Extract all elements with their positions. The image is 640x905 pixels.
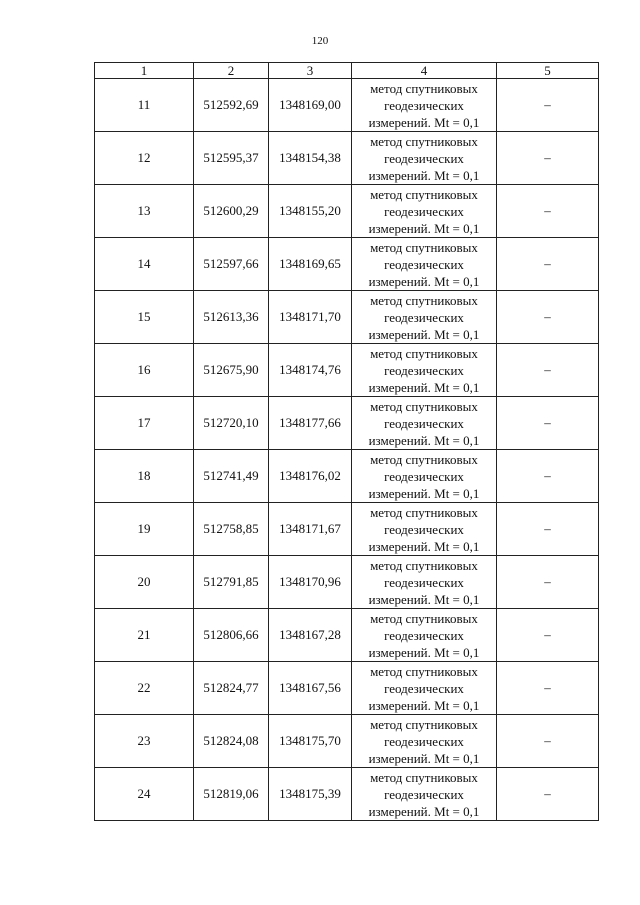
- method-line-2: геодезических: [384, 150, 464, 166]
- method-line-1: метод спутниковых: [370, 610, 478, 626]
- coordinate-x: 512824,08: [194, 715, 269, 768]
- method-description: [352, 715, 497, 768]
- method-line-1: метод спутниковых: [370, 451, 478, 467]
- coordinate-x: 512806,66: [194, 609, 269, 662]
- coordinate-x: 512758,85: [194, 503, 269, 556]
- table-row: [95, 768, 599, 821]
- coordinate-x: 512600,29: [194, 185, 269, 238]
- point-number: 16: [95, 344, 194, 397]
- column-5-value: –: [497, 503, 599, 556]
- coordinate-x: 512613,36: [194, 291, 269, 344]
- method-line-1: метод спутниковых: [370, 716, 478, 732]
- method-description: [352, 397, 497, 450]
- method-description: [352, 768, 497, 821]
- column-header-3: 3: [269, 63, 352, 79]
- column-5-value: –: [497, 662, 599, 715]
- table-row: [95, 556, 599, 609]
- method-line-3: измерений. Mt = 0,1: [368, 432, 480, 448]
- method-line-2: геодезических: [384, 786, 464, 802]
- column-5-value: –: [497, 79, 599, 132]
- method-line-3: измерений. Mt = 0,1: [368, 697, 480, 713]
- method-line-3: измерений. Mt = 0,1: [368, 485, 480, 501]
- column-header-1: 1: [95, 63, 194, 79]
- method-line-2: геодезических: [384, 627, 464, 643]
- method-line-3: измерений. Mt = 0,1: [368, 273, 480, 289]
- method-line-1: метод спутниковых: [370, 504, 478, 520]
- table-row: [95, 291, 599, 344]
- method-description: [352, 556, 497, 609]
- table-row: [95, 238, 599, 291]
- method-line-2: геодезических: [384, 362, 464, 378]
- method-line-3: измерений. Mt = 0,1: [368, 220, 480, 236]
- method-line-1: метод спутниковых: [370, 769, 478, 785]
- coordinate-y: 1348167,56: [269, 662, 352, 715]
- column-header-5: 5: [497, 63, 599, 79]
- column-5-value: –: [497, 132, 599, 185]
- method-description: [352, 185, 497, 238]
- method-line-2: геодезических: [384, 680, 464, 696]
- coordinate-y: 1348171,70: [269, 291, 352, 344]
- method-line-3: измерений. Mt = 0,1: [368, 114, 480, 130]
- coordinate-x: 512741,49: [194, 450, 269, 503]
- column-5-value: –: [497, 768, 599, 821]
- method-line-2: геодезических: [384, 468, 464, 484]
- method-line-2: геодезических: [384, 574, 464, 590]
- method-description: [352, 609, 497, 662]
- coordinate-y: 1348155,20: [269, 185, 352, 238]
- coordinate-y: 1348169,00: [269, 79, 352, 132]
- table-body: [95, 79, 599, 821]
- method-line-3: измерений. Mt = 0,1: [368, 167, 480, 183]
- method-line-1: метод спутниковых: [370, 133, 478, 149]
- column-5-value: –: [497, 291, 599, 344]
- method-description: [352, 79, 497, 132]
- table-row: [95, 503, 599, 556]
- column-5-value: –: [497, 397, 599, 450]
- method-line-3: измерений. Mt = 0,1: [368, 538, 480, 554]
- coordinate-x: 512595,37: [194, 132, 269, 185]
- method-line-3: измерений. Mt = 0,1: [368, 644, 480, 660]
- coordinate-y: 1348169,65: [269, 238, 352, 291]
- point-number: 20: [95, 556, 194, 609]
- method-line-2: геодезических: [384, 256, 464, 272]
- coordinate-x: 512597,66: [194, 238, 269, 291]
- table-row: [95, 344, 599, 397]
- method-description: [352, 291, 497, 344]
- method-line-2: геодезических: [384, 415, 464, 431]
- page-number: 120: [311, 35, 329, 47]
- method-line-2: геодезических: [384, 521, 464, 537]
- method-line-2: геодезических: [384, 97, 464, 113]
- coordinate-x: 512675,90: [194, 344, 269, 397]
- method-line-1: метод спутниковых: [370, 292, 478, 308]
- point-number: 15: [95, 291, 194, 344]
- point-number: 19: [95, 503, 194, 556]
- coordinate-y: 1348167,28: [269, 609, 352, 662]
- coordinate-y: 1348175,39: [269, 768, 352, 821]
- coordinate-y: 1348175,70: [269, 715, 352, 768]
- table-row: [95, 185, 599, 238]
- method-line-3: измерений. Mt = 0,1: [368, 803, 480, 819]
- method-line-3: измерений. Mt = 0,1: [368, 326, 480, 342]
- column-5-value: –: [497, 609, 599, 662]
- coordinate-x: 512720,10: [194, 397, 269, 450]
- point-number: 18: [95, 450, 194, 503]
- coordinate-y: 1348174,76: [269, 344, 352, 397]
- method-line-1: метод спутниковых: [370, 557, 478, 573]
- method-line-1: метод спутниковых: [370, 80, 478, 96]
- method-line-3: измерений. Mt = 0,1: [368, 591, 480, 607]
- table-row: [95, 450, 599, 503]
- point-number: 12: [95, 132, 194, 185]
- method-line-3: измерений. Mt = 0,1: [368, 750, 480, 766]
- method-line-1: метод спутниковых: [370, 345, 478, 361]
- table-row: [95, 79, 599, 132]
- table-row: [95, 132, 599, 185]
- point-number: 23: [95, 715, 194, 768]
- method-line-1: метод спутниковых: [370, 663, 478, 679]
- point-number: 21: [95, 609, 194, 662]
- coordinate-x: 512791,85: [194, 556, 269, 609]
- method-line-3: измерений. Mt = 0,1: [368, 379, 480, 395]
- point-number: 13: [95, 185, 194, 238]
- column-5-value: –: [497, 450, 599, 503]
- column-5-value: –: [497, 238, 599, 291]
- point-number: 24: [95, 768, 194, 821]
- method-line-2: геодезических: [384, 203, 464, 219]
- table-row: [95, 397, 599, 450]
- method-description: [352, 344, 497, 397]
- coordinate-y: 1348154,38: [269, 132, 352, 185]
- method-line-2: геодезических: [384, 309, 464, 325]
- column-header-2: 2: [194, 63, 269, 79]
- table-header-row: [95, 63, 599, 79]
- method-description: [352, 450, 497, 503]
- method-description: [352, 503, 497, 556]
- table-row: [95, 662, 599, 715]
- point-number: 17: [95, 397, 194, 450]
- method-line-2: геодезических: [384, 733, 464, 749]
- coordinate-x: 512819,06: [194, 768, 269, 821]
- column-header-4: 4: [352, 63, 497, 79]
- method-line-1: метод спутниковых: [370, 186, 478, 202]
- method-line-1: метод спутниковых: [370, 239, 478, 255]
- method-description: [352, 662, 497, 715]
- coordinates-table: [94, 62, 599, 821]
- table-row: [95, 715, 599, 768]
- column-5-value: –: [497, 344, 599, 397]
- method-line-1: метод спутниковых: [370, 398, 478, 414]
- coordinate-y: 1348171,67: [269, 503, 352, 556]
- column-5-value: –: [497, 556, 599, 609]
- method-description: [352, 238, 497, 291]
- column-5-value: –: [497, 715, 599, 768]
- coordinate-y: 1348176,02: [269, 450, 352, 503]
- column-5-value: –: [497, 185, 599, 238]
- coordinate-y: 1348170,96: [269, 556, 352, 609]
- method-description: [352, 132, 497, 185]
- table-row: [95, 609, 599, 662]
- point-number: 22: [95, 662, 194, 715]
- point-number: 14: [95, 238, 194, 291]
- coordinate-y: 1348177,66: [269, 397, 352, 450]
- coordinate-x: 512592,69: [194, 79, 269, 132]
- coordinate-x: 512824,77: [194, 662, 269, 715]
- point-number: 11: [95, 79, 194, 132]
